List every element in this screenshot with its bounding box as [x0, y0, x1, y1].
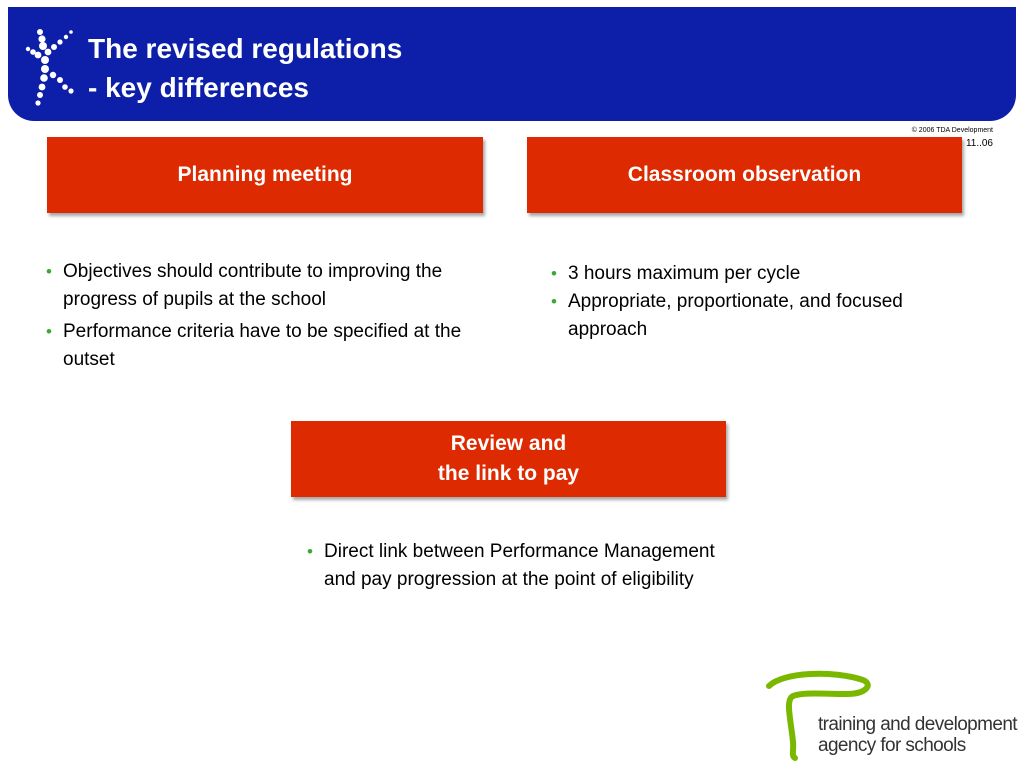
list-item: • Objectives should contribute to improving the progress of pupils at the school: [43, 258, 493, 314]
classroom-observation-label: Classroom observation: [627, 163, 862, 186]
planning-meeting-heading: [47, 137, 483, 213]
review-heading-line-1: Review and: [450, 432, 567, 455]
page-title: [88, 29, 402, 107]
list-item: • Performance criteria have to be specified at the outset: [43, 318, 493, 374]
list-item: • 3 hours maximum per cycle: [548, 260, 908, 288]
tda-logo: [763, 670, 1017, 765]
logo-text-line-1: training and development: [818, 714, 1017, 735]
logo-text-line-2: agency for schools: [818, 735, 966, 756]
tda-dots-figure-icon: [20, 25, 84, 111]
classroom-observation-heading: [527, 137, 962, 213]
list-item: • Appropriate, proportionate, and focused approach: [548, 288, 908, 344]
planning-bullet-list: [43, 258, 493, 378]
title-line-1: The revised regulations: [88, 33, 403, 64]
review-heading: [291, 421, 726, 497]
review-heading-line-2: the link to pay: [437, 462, 580, 485]
list-item: • Direct link between Performance Management and pay progression at the point of eligibility: [304, 538, 724, 594]
observation-bullet-list: [548, 260, 908, 344]
copyright-text: © 2006 TDA Development: [911, 127, 993, 134]
planning-meeting-label: Planning meeting: [177, 163, 353, 186]
review-bullet-list: [304, 538, 724, 598]
title-line-2: - key differences: [88, 72, 309, 103]
header-banner: [8, 7, 1016, 121]
date-text: 11..06: [965, 138, 993, 149]
